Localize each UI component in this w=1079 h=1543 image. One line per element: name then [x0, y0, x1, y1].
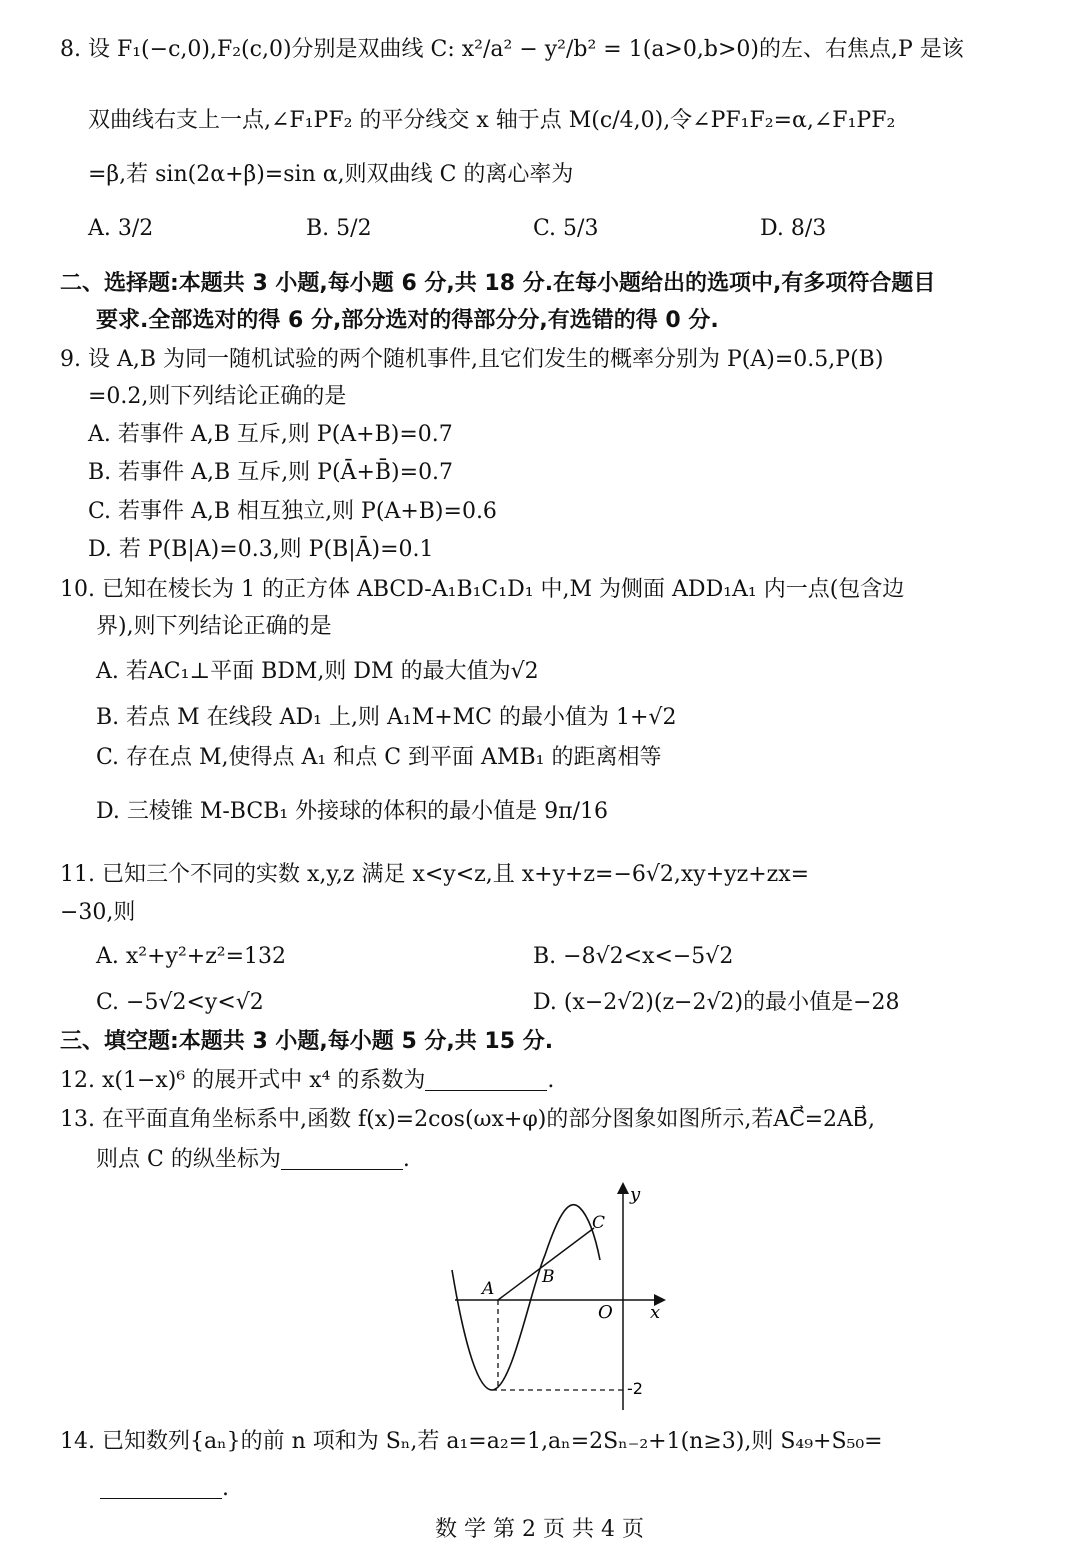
q8-line3: =β,若 sin(2α+β)=sin α,则双曲线 C 的离心率为 [88, 162, 574, 187]
origin-label: O [598, 1302, 613, 1323]
point-a-label: A [482, 1279, 495, 1299]
q12-line [60, 1066, 554, 1096]
section3-heading: 三、填空题:本题共 3 小题,每小题 5 分,共 15 分. [60, 1029, 554, 1054]
page-footer: 数 学 第 2 页 共 4 页 [435, 1517, 644, 1542]
q10-line1: 10. 已知在棱长为 1 的正方体 ABCD-A₁B₁C₁D₁ 中,M 为侧面 ADD₁A₁ 内一点(包含边 [60, 577, 905, 602]
q9-option-d: D. 若 P(B|A)=0.3,则 P(B|Ā)=0.1 [88, 537, 434, 562]
q9-option-c: C. 若事件 A,B 相互独立,则 P(A+B)=0.6 [88, 499, 497, 524]
cosine-curve [452, 1205, 600, 1390]
q8-line2: 双曲线右支上一点,∠F₁PF₂ 的平分线交 x 轴于点 M(c/4,0),令∠PF₁F₂=α,∠F₁PF₂ [88, 108, 896, 133]
cosine-graph-figure [440, 1180, 680, 1420]
q12-end: . [547, 1068, 555, 1093]
point-b-label: B [542, 1267, 555, 1287]
q10-option-b: B. 若点 M 在线段 AD₁ 上,则 A₁M+MC 的最小值为 1+√2 [96, 705, 677, 730]
q13-answer-blank[interactable] [281, 1169, 403, 1170]
q8-option-c: C. 5/3 [533, 216, 599, 241]
q11-line2: −30,则 [60, 900, 136, 925]
q8-line1: 8. 设 F₁(−c,0),F₂(c,0)分别是双曲线 C: x²/a² − y²/b² = 1(a>0,b>0)的左、右焦点,P 是该 [60, 37, 964, 62]
q10-option-d: D. 三棱锥 M-BCB₁ 外接球的体积的最小值是 9π/16 [96, 799, 609, 824]
q13-end: . [402, 1147, 410, 1172]
q11-option-b: B. −8√2<x<−5√2 [533, 944, 734, 969]
line-ac [498, 1228, 594, 1300]
q9-line2: =0.2,则下列结论正确的是 [88, 384, 347, 409]
q11-option-a: A. x²+y²+z²=132 [96, 944, 287, 969]
point-c-label: C [592, 1213, 606, 1233]
q9-option-b: B. 若事件 A,B 互斥,则 P(Ā+B̄)=0.7 [88, 460, 454, 485]
q14-line1: 14. 已知数列{aₙ}的前 n 项和为 Sₙ,若 a₁=a₂=1,aₙ=2Sₙ₋₂+1(n≥3),则 S₄₉+S₅₀= [60, 1429, 883, 1454]
section2-heading: 二、选择题:本题共 3 小题,每小题 6 分,共 18 分.在每小题给出的选项中,有多项符合题目 [60, 271, 936, 296]
q9-line1: 9. 设 A,B 为同一随机试验的两个随机事件,且它们发生的概率分别为 P(A)=0.5,P(B) [60, 347, 884, 372]
q9-option-a: A. 若事件 A,B 互斥,则 P(A+B)=0.7 [88, 422, 453, 447]
q13-line2-wrap [96, 1145, 410, 1175]
q12-text: 12. x(1−x)⁶ 的展开式中 x⁴ 的系数为 [60, 1068, 426, 1093]
q10-option-a: A. 若AC₁⊥平面 BDM,则 DM 的最大值为√2 [96, 659, 539, 684]
q8-option-a: A. 3/2 [88, 216, 154, 241]
section2-heading-line2: 要求.全部选对的得 6 分,部分选对的得部分分,有选错的得 0 分. [96, 308, 719, 333]
q10-line2: 界),则下列结论正确的是 [96, 614, 332, 639]
q12-answer-blank[interactable] [425, 1090, 547, 1091]
q13-line2: 则点 C 的纵坐标为 [96, 1147, 281, 1172]
q8-option-d: D. 8/3 [760, 216, 827, 241]
q10-option-c: C. 存在点 M,使得点 A₁ 和点 C 到平面 AMB₁ 的距离相等 [96, 745, 662, 770]
q11-option-d: D. (x−2√2)(z−2√2)的最小值是−28 [533, 990, 900, 1015]
q8-option-b: B. 5/2 [306, 216, 372, 241]
q14-answer-blank[interactable] [100, 1498, 222, 1499]
q11-option-c: C. −5√2<y<√2 [96, 990, 264, 1015]
q14-end: . [222, 1476, 229, 1501]
x-axis-label: x [650, 1302, 661, 1323]
q11-line1: 11. 已知三个不同的实数 x,y,z 满足 x<y<z,且 x+y+z=−6√2,xy+yz+zx= [60, 862, 810, 887]
q14-blank-wrap [100, 1474, 229, 1504]
min-value-label: -2 [627, 1379, 643, 1398]
y-axis-label: y [630, 1184, 641, 1205]
q13-line1: 13. 在平面直角坐标系中,函数 f(x)=2cos(ωx+φ)的部分图象如图所示,若AC⃗=2AB⃗, [60, 1107, 875, 1132]
